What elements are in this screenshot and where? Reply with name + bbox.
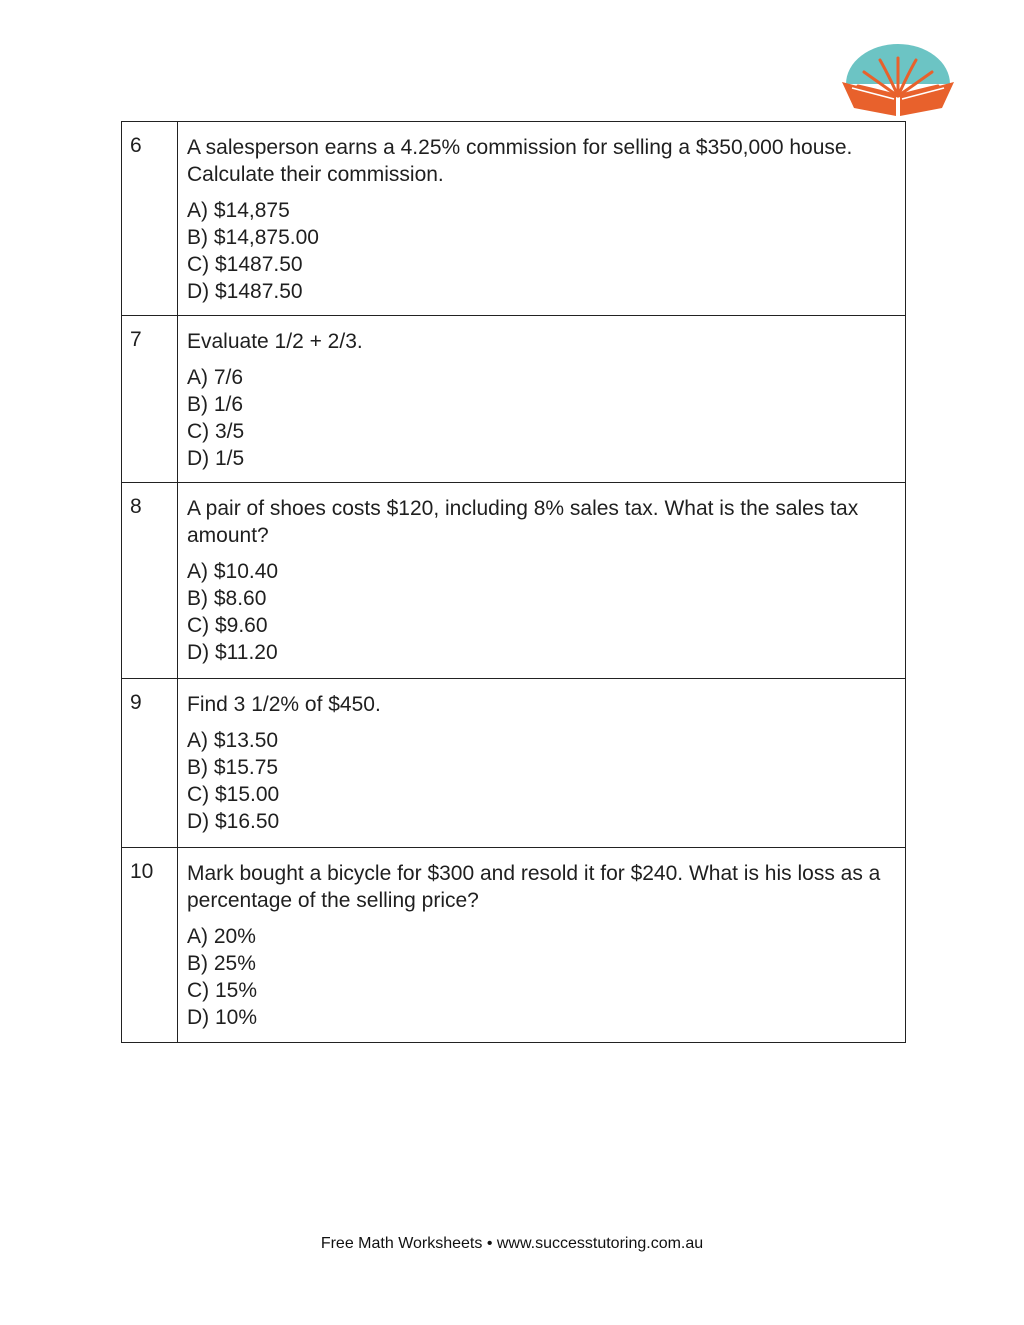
question-text: A pair of shoes costs $120, including 8% sales tax. What is the sales tax amount? bbox=[187, 497, 859, 547]
question-text: A salesperson earns a 4.25% commission for selling a $350,000 house. Calculate their commission. bbox=[187, 136, 853, 186]
question-row bbox=[122, 848, 906, 1043]
answer-option: C) $15.00 bbox=[187, 783, 280, 806]
answer-option: A) 7/6 bbox=[187, 366, 244, 389]
answer-option: D) $16.50 bbox=[187, 810, 280, 833]
book-logo-icon bbox=[838, 44, 958, 120]
question-number: 6 bbox=[122, 122, 178, 316]
question-text: Mark bought a bicycle for $300 and resold it for $240. What is his loss as a percentage of the selling price? bbox=[187, 862, 881, 912]
answer-options bbox=[187, 364, 897, 472]
answer-option: A) $10.40 bbox=[187, 560, 279, 583]
questions-table bbox=[121, 121, 906, 1043]
answer-options bbox=[187, 727, 897, 835]
page-footer: Free Math Worksheets • www.successtutoring.com.au bbox=[320, 1235, 704, 1252]
question-row bbox=[122, 483, 906, 679]
answer-option: C) $9.60 bbox=[187, 614, 268, 637]
question-text: Evaluate 1/2 + 2/3. bbox=[187, 330, 363, 353]
question-row bbox=[122, 316, 906, 483]
answer-option: A) 20% bbox=[187, 925, 256, 948]
question-body bbox=[178, 122, 906, 316]
answer-option: C) $1487.50 bbox=[187, 253, 303, 276]
answer-options bbox=[187, 197, 897, 305]
answer-option: C) 15% bbox=[187, 979, 258, 1002]
answer-option: B) 1/6 bbox=[187, 393, 244, 416]
question-number: 9 bbox=[122, 679, 178, 848]
answer-option: B) $15.75 bbox=[187, 756, 279, 779]
question-body bbox=[178, 679, 906, 848]
answer-options bbox=[187, 558, 897, 666]
answer-option: C) 3/5 bbox=[187, 420, 245, 443]
question-text: Find 3 1/2% of $450. bbox=[187, 693, 381, 716]
answer-options bbox=[187, 923, 897, 1031]
answer-option: D) 1/5 bbox=[187, 447, 245, 470]
question-row bbox=[122, 122, 906, 316]
question-row bbox=[122, 679, 906, 848]
answer-option: A) $14,875 bbox=[187, 199, 290, 222]
answer-option: A) $13.50 bbox=[187, 729, 279, 752]
answer-option: B) 25% bbox=[187, 952, 256, 975]
question-number: 10 bbox=[122, 848, 178, 1043]
answer-option: B) $8.60 bbox=[187, 587, 267, 610]
question-number: 7 bbox=[122, 316, 178, 483]
question-number: 8 bbox=[122, 483, 178, 679]
question-body bbox=[178, 316, 906, 483]
answer-option: D) 10% bbox=[187, 1006, 258, 1029]
question-body bbox=[178, 848, 906, 1043]
answer-option: B) $14,875.00 bbox=[187, 226, 319, 249]
question-body bbox=[178, 483, 906, 679]
answer-option: D) $11.20 bbox=[187, 641, 278, 664]
answer-option: D) $1487.50 bbox=[187, 280, 303, 303]
